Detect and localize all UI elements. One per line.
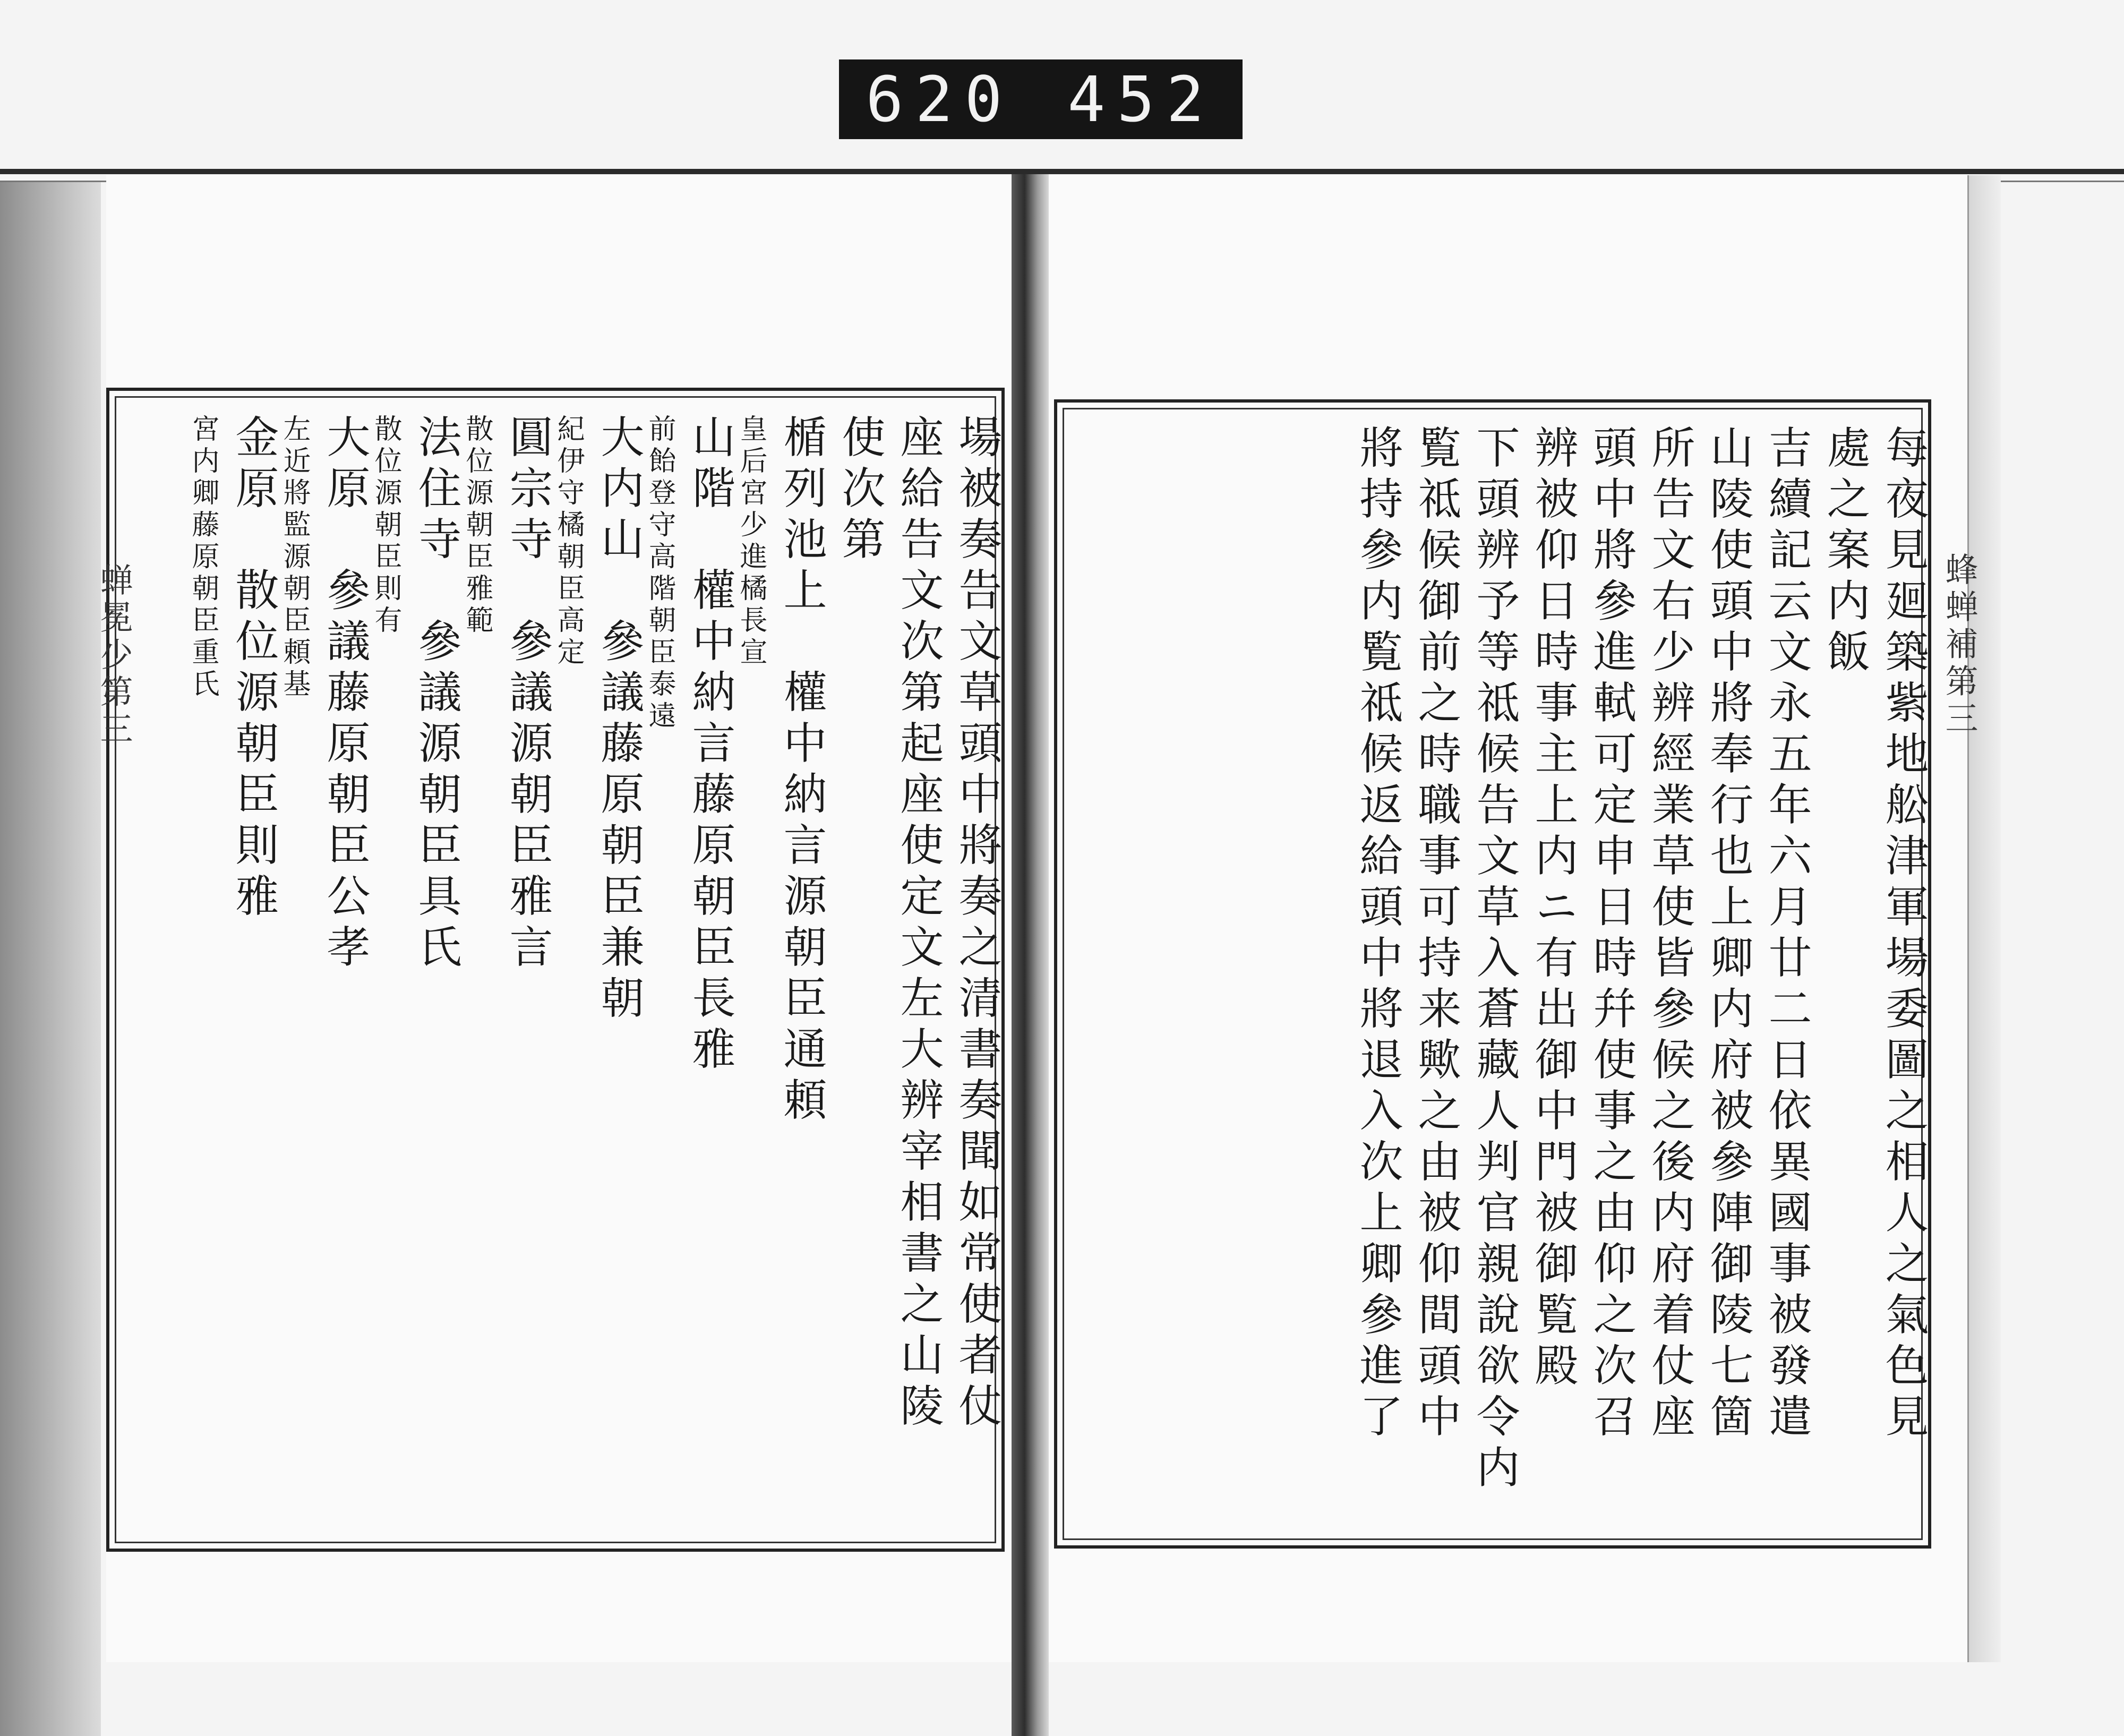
top-border [0,169,2124,174]
book-spine [1012,174,1049,1736]
text-column: 覧祗候御前之時職事可持来歟之由被仰間頭中 [1411,425,1461,1444]
right-margin-title: 蜂蝉補第三 [1940,552,1979,738]
text-column: 圓宗寺 參議源朝臣雅言 [502,414,553,975]
text-column: 下頭辨予等祗候告文草入蒼藏人判官親說欲令内 [1469,425,1520,1495]
text-column: 將持參内覧祗候返給頭中將退入次上卿參進了 [1352,425,1403,1444]
small-note-column: 皇后宮少進橘長宣 [735,414,767,669]
text-column: 大内山 參議藤原朝臣兼朝 [594,414,644,1026]
left-margin-title: 蝉冕少第三 [95,563,133,749]
text-column: 金原 散位源朝臣則雅 [228,414,279,924]
archive-label [839,59,1243,139]
text-column: 處之案内飯 [1820,425,1870,680]
text-column: 辨被仰日時事主上内ニ有出御中門被御覧殿 [1528,425,1578,1393]
right-page-text [1075,425,1929,1529]
text-column: 法住寺 參議源朝臣具氏 [411,414,461,975]
archive-label-number-1: 620 [866,63,1014,136]
small-note-column: 紀伊守橘朝臣高定 [552,414,584,669]
text-column: 吉續記云文永五年六月廿二日依異國事被發遣 [1761,425,1812,1444]
text-column: 每夜見廻築紫地舩津軍場委圖之相人之氣色見 [1878,425,1929,1444]
small-note-column: 散位源朝臣雅範 [461,414,493,637]
text-column: 使次第 [835,414,885,567]
text-column: 座給告文次第起座使定文左大辨宰相書之山陵 [893,414,944,1434]
text-column: 楯列池上 權中納言源朝臣通頼 [776,414,827,1128]
text-column: 場被奏告文草頭中將奏之清書奏聞如常使者仗 [952,414,1002,1434]
small-note-column: 左近將監源朝臣頼基 [278,414,310,701]
left-page-text [127,414,1002,1529]
small-note-column: 前飴登守高階朝臣泰遠 [644,414,675,733]
small-note-column: 宮内卿藤原朝臣重氏 [187,414,219,701]
text-column: 所告文右少辨經業草使皆參候之後内府着仗座 [1645,425,1695,1444]
scan-shadow [0,181,101,1736]
page-edge [1967,175,2001,1662]
text-column: 頭中將參進軾可定申日時幷使事之由仰之次召 [1586,425,1637,1444]
text-column: 大原 參議藤原朝臣公孝 [320,414,370,975]
small-note-column: 散位源朝臣則有 [370,414,401,637]
archive-label-number-2: 452 [1067,63,1216,136]
text-column: 山階 權中納言藤原朝臣長雅 [685,414,735,1077]
text-column: 山陵使頭中將奉行也上卿内府被參陣御陵七箇 [1703,425,1753,1444]
